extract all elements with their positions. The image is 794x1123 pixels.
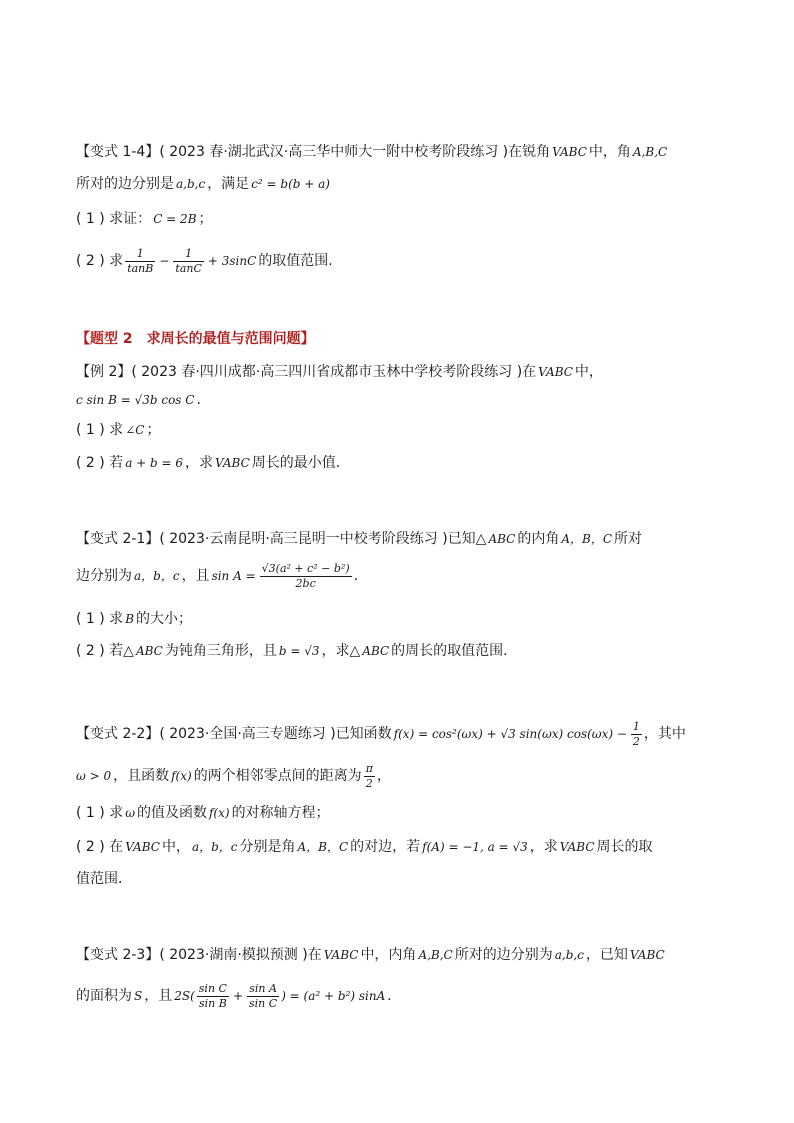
formula: f(x) <box>171 769 192 783</box>
text: ，且函数 <box>113 768 170 784</box>
text: 的两个相邻零点间的距离为 <box>193 768 362 784</box>
variant-1-4-title: 【变式 1-4】 <box>76 144 160 160</box>
fraction <box>125 247 155 276</box>
denominator: tanB <box>127 261 154 275</box>
triangle-name: ABC <box>362 644 390 658</box>
example-2-q1 <box>76 420 160 440</box>
example-2-q2 <box>76 453 340 473</box>
numerator: sin C <box>198 981 227 995</box>
text: 已知函数 <box>335 726 392 742</box>
text: 的周长的取值范围. <box>391 643 508 659</box>
text: 周长的取 <box>596 839 653 855</box>
question-label: ( 1 ) 求 <box>76 422 124 438</box>
formula: a + b = 6 <box>125 456 184 470</box>
fraction <box>247 982 279 1011</box>
text: 在锐角 <box>508 144 551 160</box>
triangle-symbol: VABC <box>538 365 573 379</box>
text: 分别是角 <box>239 839 296 855</box>
operator: + <box>232 989 244 1003</box>
numerator: 1 <box>632 719 640 733</box>
triangle-symbol: VABC <box>125 840 160 854</box>
denominator: tanC <box>175 261 202 275</box>
text: ，求△ <box>321 643 361 659</box>
formula: ω > 0 <box>76 769 112 783</box>
type-2-heading: 【题型 2 求周长的最值与范围问题】 <box>76 331 315 347</box>
fraction <box>260 562 352 591</box>
text: 的对边，若 <box>350 839 421 855</box>
formula: sin A = <box>211 569 256 583</box>
text: 的取值范围. <box>258 253 333 269</box>
text: 中，角 <box>588 144 631 160</box>
text: 所对的边分别为 <box>454 947 553 963</box>
numerator: sin A <box>247 982 279 997</box>
question-label: ( 2 ) 在 <box>76 839 124 855</box>
fraction <box>173 247 203 276</box>
text: 的大小； <box>136 611 193 627</box>
denominator: 2bc <box>295 576 316 590</box>
variant-2-1-line2 <box>76 556 358 596</box>
triangle-symbol: VABC <box>323 948 359 962</box>
operator: − <box>159 254 170 268</box>
question-label: ( 2 ) 求 <box>76 253 124 269</box>
text: ，且 <box>144 988 173 1004</box>
variant-2-3-line1 <box>76 945 667 965</box>
variant-2-3-line2 <box>76 976 401 1016</box>
sides: a，b，c <box>191 840 238 854</box>
text: ，其中 <box>643 726 686 742</box>
variant-2-2-q2-cont: 值范围． <box>76 871 132 887</box>
text: ，求 <box>185 455 214 471</box>
text: 已知△ <box>447 531 487 547</box>
variant-2-2-title: 【变式 2-2】 <box>76 726 160 742</box>
text: 的内角 <box>517 531 560 547</box>
variant-2-2-q2 <box>76 837 653 857</box>
text: 所对的边分别是 <box>76 176 174 192</box>
function-formula: f(x) = cos²(ωx) + √3 sin(ωx) cos(ωx) − <box>393 727 627 741</box>
triangle-name: ABC <box>488 532 516 546</box>
text: ． <box>387 988 402 1004</box>
variant-2-1-title: 【变式 2-1】 <box>76 531 160 547</box>
text: 的对称轴方程； <box>231 805 330 821</box>
variant-2-3-title: 【变式 2-3】 <box>76 947 160 963</box>
formula: b = √3 <box>278 644 320 658</box>
fraction <box>631 720 642 749</box>
fraction <box>197 982 229 1011</box>
condition-formula: c sin B = √3b cos C <box>76 393 195 407</box>
variant-1-4-line2 <box>76 174 332 194</box>
question-label: ( 1 ) 求证： <box>76 211 152 227</box>
angles: A，B，C <box>561 532 613 546</box>
numerator: 1 <box>173 247 203 262</box>
example-2-line2 <box>76 390 201 410</box>
formula: ) = (a² + b²) sinA <box>281 989 386 1003</box>
variant-2-1-q2 <box>76 641 508 661</box>
denominator: 2 <box>365 776 373 790</box>
triangle-symbol: VABC <box>552 145 587 159</box>
formula: f(x) <box>208 806 230 820</box>
denominator: 2 <box>632 734 640 748</box>
variant-1-4-line1 <box>76 142 669 162</box>
variant-1-4-q2 <box>76 243 333 279</box>
example-2-line1 <box>76 362 603 382</box>
text: 周长的最小值. <box>251 455 341 471</box>
numerator: √3(a² + c² − b²) <box>261 561 350 575</box>
formula: 2S( <box>174 989 195 1003</box>
fraction <box>364 762 375 791</box>
formula: f(A) = −1, a = √3 <box>422 840 528 854</box>
text: ； <box>146 422 161 438</box>
text: 的面积为 <box>76 988 132 1004</box>
text: 中，内角 <box>360 947 417 963</box>
question-label: ( 2 ) 若△ <box>76 643 134 659</box>
sides: a,b,c <box>176 177 206 191</box>
text: . <box>353 568 359 584</box>
formula: ω <box>125 806 135 820</box>
condition-formula: c² = b(b + a) <box>251 177 330 191</box>
text: ，求 <box>529 839 558 855</box>
angles: A，B，C <box>297 840 349 854</box>
question-label: ( 1 ) 求 <box>76 805 124 821</box>
denominator: sin B <box>198 996 227 1010</box>
triangle-symbol: VABC <box>215 456 250 470</box>
angles: A,B,C <box>418 948 453 962</box>
text: 所对 <box>614 531 643 547</box>
variant-2-2-source: ( 2023·全国·高三专题练习 ) <box>159 726 336 742</box>
text: 为钝角三角形，且 <box>164 643 277 659</box>
variant-2-2-q1 <box>76 803 330 823</box>
variant-2-1-line1 <box>76 529 642 549</box>
triangle-symbol: VABC <box>559 840 595 854</box>
text: ，满足 <box>207 176 250 192</box>
formula: B <box>125 612 135 626</box>
text: 中， <box>574 364 603 380</box>
denominator: sin C <box>249 996 278 1010</box>
variant-2-1-source: ( 2023·云南昆明·高三昆明一中校考阶段练习 ) <box>159 531 448 547</box>
variant-2-1-q1 <box>76 609 192 629</box>
variant-2-2-line1 <box>76 716 686 752</box>
formula: ∠C <box>125 423 145 437</box>
formula: C = 2B <box>153 212 197 226</box>
numerator: 1 <box>125 247 155 262</box>
text: . <box>196 392 201 408</box>
text: 中， <box>161 839 190 855</box>
text: 的值及函数 <box>136 805 207 821</box>
sides: a，b，c <box>134 569 180 583</box>
text: 在 <box>522 364 537 380</box>
text: ； <box>198 211 213 227</box>
question-label: ( 2 ) 若 <box>76 455 124 471</box>
variant-2-3-source: ( 2023·湖南·模拟预测 ) <box>159 947 308 963</box>
text: ， <box>376 768 391 784</box>
example-2-source: ( 2023 春·四川成都·高三四川省成都市玉林中学校考阶段练习 ) <box>131 364 523 380</box>
text: ，已知 <box>585 947 628 963</box>
triangle-name: ABC <box>135 644 163 658</box>
example-2-title: 【例 2】 <box>76 364 132 380</box>
variant-1-4-q1 <box>76 209 213 229</box>
angles: A,B,C <box>632 145 668 159</box>
formula: S <box>134 989 143 1003</box>
question-label: ( 1 ) 求 <box>76 611 124 627</box>
triangle-symbol: VABC <box>629 948 665 962</box>
text: 在 <box>307 947 322 963</box>
sides: a,b,c <box>554 948 584 962</box>
formula: + 3sinC <box>207 254 257 268</box>
variant-1-4-source: ( 2023 春·湖北武汉·高三华中师大一附中校考阶段练习 ) <box>159 144 509 160</box>
text: ，且 <box>181 568 210 584</box>
text: 边分别为 <box>76 568 132 584</box>
numerator: π <box>365 761 373 775</box>
variant-2-2-line2 <box>76 758 391 794</box>
